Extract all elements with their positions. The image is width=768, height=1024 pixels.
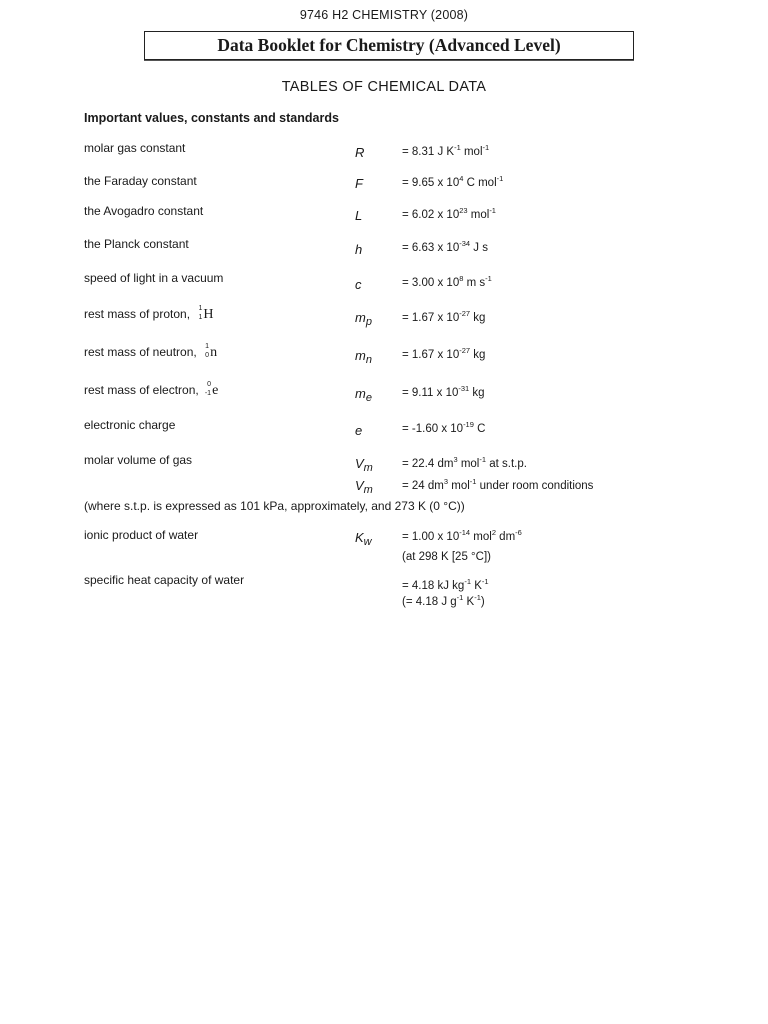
constant-value: = 1.67 x $10^{-27}$ kg — [402, 346, 486, 361]
constant-value: = -1.60 x $10^{-19}$ C — [402, 420, 486, 435]
constant-value-alt: (= 4.18 J $g^{-1}$ $K^{-1}$) — [402, 593, 485, 608]
constant-symbol: $K_w$ — [355, 530, 372, 548]
constant-symbol: $m_n$ — [355, 348, 372, 366]
constant-condition: (at 298 K [25 °C]) — [402, 551, 491, 563]
document-title: Data Booklet for Chemistry (Advanced Level) — [144, 31, 634, 60]
constant-symbol: $m_p$ — [355, 310, 372, 328]
constant-value: = 6.63 x $10^{-34}$ J s — [402, 239, 488, 254]
constant-label: the Avogadro constant — [84, 204, 204, 218]
constant-label: molar volume of gas — [84, 453, 193, 467]
constant-value: = 9.65 x $10^4$ C mol$^{-1}$ — [402, 174, 504, 189]
constant-symbol: c — [355, 277, 362, 292]
constant-symbol: L — [355, 208, 363, 223]
constant-label: specific heat capacity of water — [84, 573, 245, 587]
constant-value: = 9.11 x $10^{-31}$ kg — [402, 384, 485, 399]
proton-nuclide-symbol: 1 1 H — [198, 305, 214, 322]
constant-value: = 8.31 J $K^{-1}$ mol$^{-1}$ — [402, 143, 490, 158]
neutron-nuclide-symbol: 1 0 n — [205, 343, 218, 360]
electron-nuclide-symbol: 0 -1 e — [204, 381, 219, 398]
constant-symbol: $V_m$ — [355, 456, 373, 474]
constant-value: = 24 $dm^3$ mol$^{-1}$ under room conditions — [402, 477, 594, 492]
constant-value: = 6.02 x $10^{23}$ mol$^{-1}$ — [402, 206, 496, 221]
constant-symbol: $m_e$ — [355, 386, 372, 404]
constant-value: = 1.00 x $10^{-14}$ mol$^2$ $dm^{-6}$ — [402, 528, 522, 543]
constant-symbol: e — [355, 423, 363, 438]
constant-value: = 22.4 $dm^3$ mol$^{-1}$ at s.t.p. — [402, 455, 527, 470]
section-title: TABLES OF CHEMICAL DATA — [281, 79, 487, 95]
constant-label: rest mass of proton, 1 1 H — [84, 305, 214, 322]
stp-note: (where s.t.p. is expressed as 101 kPa, approximately, and 273 K (0 °C)) — [84, 499, 465, 513]
constant-value: = 4.18 kJ $kg^{-1}$ $K^{-1}$ — [402, 577, 489, 592]
constant-value: = 3.00 x $10^8$ m $s^{-1}$ — [402, 274, 492, 289]
constant-label: molar gas constant — [84, 141, 186, 155]
constant-value: = 1.67 x $10^{-27}$ kg — [402, 309, 486, 324]
constant-label: speed of light in a vacuum — [84, 271, 224, 285]
constant-label: the Planck constant — [84, 237, 189, 251]
constant-symbol: R — [355, 145, 365, 160]
constant-symbol: F — [355, 176, 363, 191]
section-subheading: Important values, constants and standards — [84, 111, 339, 125]
document-code: 9746 H2 CHEMISTRY (2008) — [299, 8, 469, 22]
constant-label: rest mass of neutron, 1 0 n — [84, 343, 218, 360]
constant-label: the Faraday constant — [84, 174, 197, 188]
constant-label: electronic charge — [84, 418, 176, 432]
constant-symbol: h — [355, 242, 363, 257]
constant-label: rest mass of electron, 0 -1 e — [84, 381, 219, 398]
constant-symbol: $V_m$ — [355, 478, 373, 496]
constant-label: ionic product of water — [84, 528, 199, 542]
